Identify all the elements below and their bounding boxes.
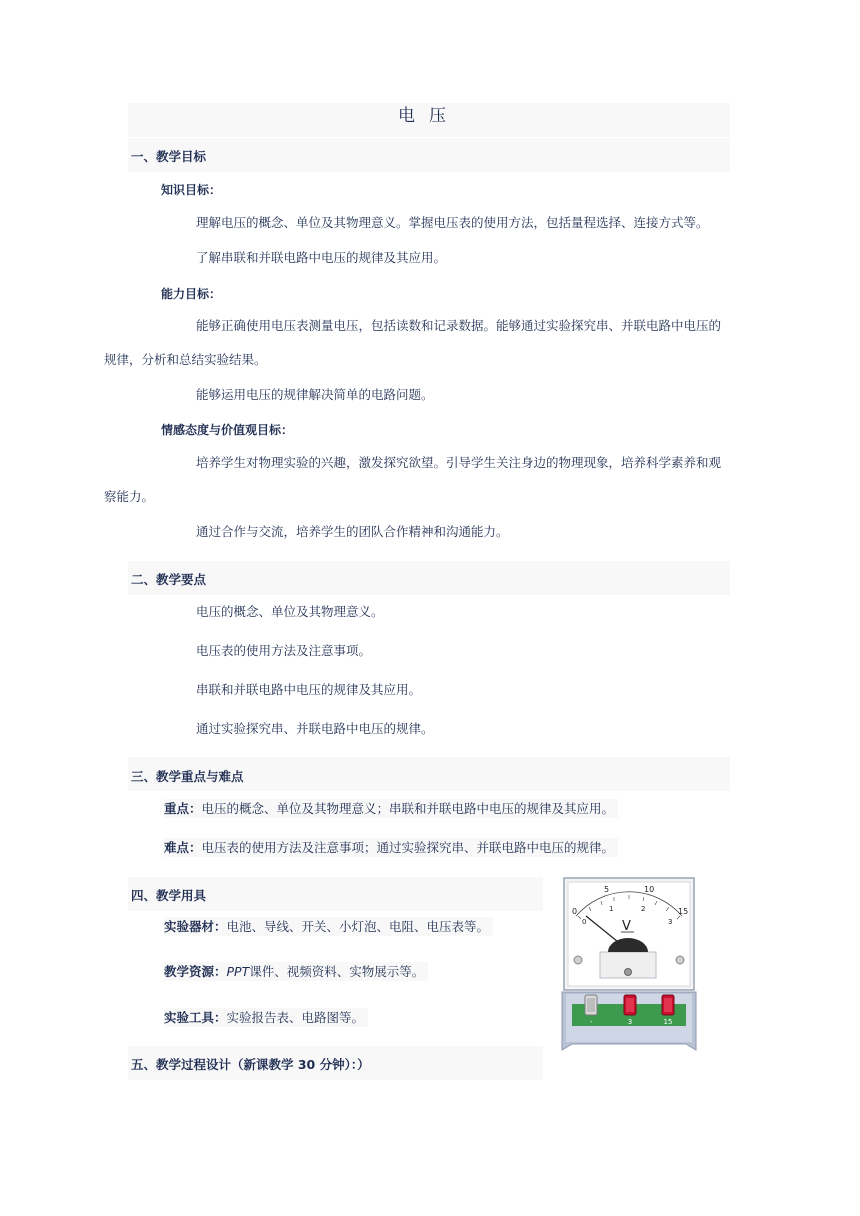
equipment-text: 电池、导线、开关、小灯泡、电阻、电压表等。	[226, 919, 490, 934]
key-point-2: 电压表的使用方法及注意事项。	[196, 643, 372, 658]
scale-bottom-3: 3	[668, 918, 673, 926]
key-point-3: 串联和并联电路中电压的规律及其应用。	[196, 682, 422, 697]
screw-center-icon	[625, 969, 632, 976]
scale-bottom-1: 1	[609, 905, 614, 913]
section1-band	[128, 138, 730, 172]
terminal-3	[624, 995, 636, 1015]
key-point-1: 电压的概念、单位及其物理意义。	[196, 604, 384, 619]
scale-top-0: 0	[572, 907, 578, 916]
scale-top-5: 5	[604, 885, 610, 894]
knowledge-goal-p2: 了解串联和并联电路中电压的规律及其应用。	[196, 250, 447, 265]
tools-text: 实验报告表、电路图等。	[226, 1010, 365, 1025]
equipment-label: 实验器材：	[164, 919, 227, 934]
section1-heading: 一、教学目标	[131, 149, 207, 164]
emotion-goal-p2: 通过合作与交流，培养学生的团队合作精神和沟通能力。	[196, 524, 509, 539]
resources-text: 课件、视频资料、实物展示等。	[249, 964, 425, 979]
section2-band	[128, 561, 730, 595]
terminal-label-neg: -	[589, 1018, 593, 1026]
terminal-label-15: 15	[663, 1018, 673, 1026]
section2-heading: 二、教学要点	[131, 572, 207, 587]
section3-heading: 三、教学重点与难点	[131, 769, 244, 784]
difficulty-text: 电压表的使用方法及注意事项；通过实验探究串、并联电路中电压的规律。	[201, 840, 615, 855]
terminal-negative	[585, 995, 597, 1015]
scale-top-15: 15	[678, 907, 689, 916]
emotion-goal-label: 情感态度与价值观目标：	[161, 423, 294, 437]
focus-label: 重点：	[164, 801, 202, 816]
resources-line	[164, 955, 428, 989]
section5-heading: 五、教学过程设计（新课教学 30 分钟）：）	[131, 1057, 370, 1072]
resources-ppt: PPT	[226, 964, 250, 979]
equipment-line	[164, 910, 493, 944]
voltmeter-illustration	[558, 872, 700, 1058]
ability-goal-p1: 能够正确使用电压表测量电压，包括读数和记录数据。能够通过实验探究串、并联电路中电压的规律，分析和总结实验结果。	[104, 318, 722, 367]
resources-label: 教学资源：	[164, 964, 227, 979]
difficulty-label: 难点：	[164, 840, 202, 855]
ability-goal-p2: 能够运用电压的规律解决简单的电路问题。	[196, 387, 434, 402]
terminal-15	[662, 995, 674, 1015]
screw-left-icon	[574, 956, 582, 964]
focus-text: 电压的概念、单位及其物理意义；串联和并联电路中电压的规律及其应用。	[201, 801, 615, 816]
scale-bottom-2: 2	[641, 905, 646, 913]
emotion-goal-p1: 培养学生对物理实验的兴趣，激发探究欲望。引导学生关注身边的物理现象，培养科学素养和观察能力。	[104, 455, 722, 504]
knowledge-goal-label: 知识目标：	[161, 183, 222, 197]
section4-heading: 四、教学用具	[131, 888, 207, 903]
knowledge-goal-p1: 理解电压的概念、单位及其物理意义。掌握电压表的使用方法，包括量程选择、连接方式等。	[196, 215, 709, 230]
ability-goal-label: 能力目标：	[161, 287, 222, 301]
page-title: 电压	[398, 106, 460, 126]
tools-label: 实验工具：	[164, 1010, 227, 1025]
screw-right-icon	[676, 956, 684, 964]
difficulty-line	[164, 831, 618, 865]
unit-label: V	[622, 919, 631, 934]
tools-line	[164, 1001, 368, 1035]
terminal-label-3: 3	[627, 1018, 633, 1026]
key-point-4: 通过实验探究串、并联电路中电压的规律。	[196, 721, 434, 736]
focus-line	[164, 792, 618, 826]
scale-bottom-0: 0	[582, 918, 587, 926]
scale-top-10: 10	[644, 885, 655, 894]
